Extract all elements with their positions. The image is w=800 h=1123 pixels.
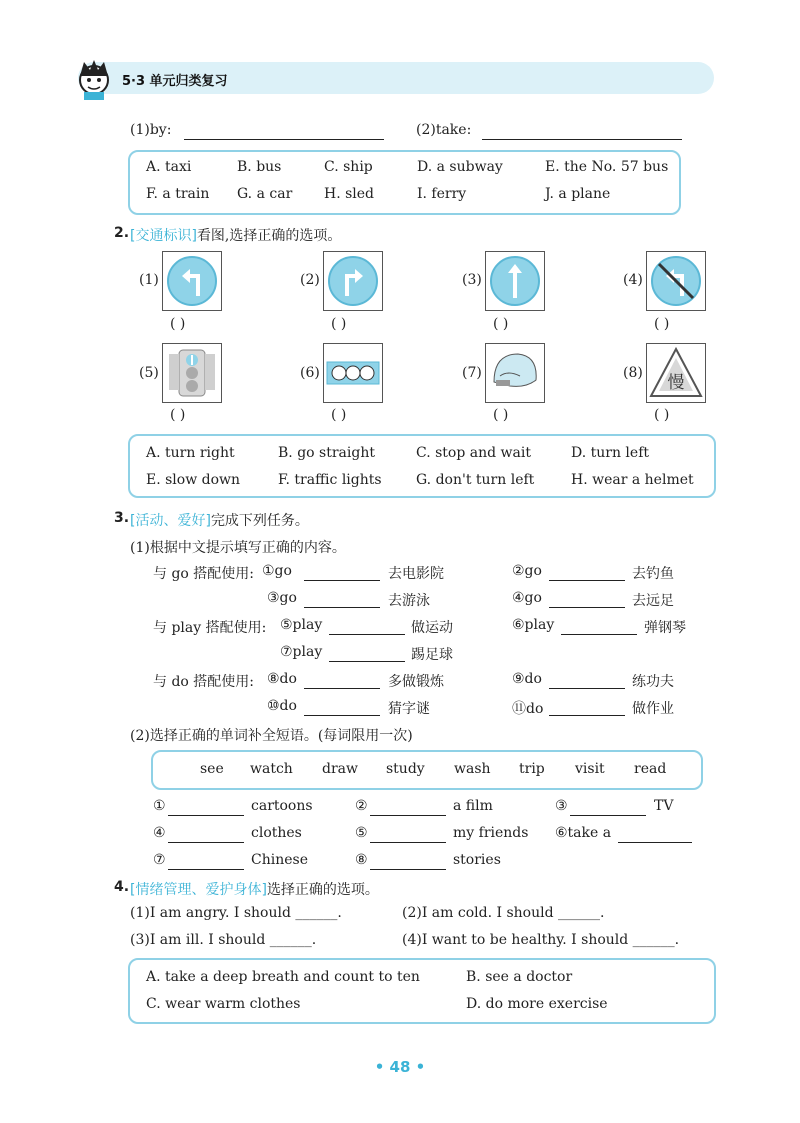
phrase-num: ⑦ <box>153 852 166 868</box>
q4-question: (4)I want to be healthy. I should ______. <box>402 932 680 948</box>
slow-sign-char: 慢 <box>667 373 685 393</box>
answer-paren[interactable]: ( ) <box>331 316 347 332</box>
phrase-blank[interactable] <box>168 869 244 870</box>
word-bank-word: trip <box>519 761 545 777</box>
phrase-blank[interactable] <box>618 842 692 843</box>
q2-option: G. don't turn left <box>416 472 535 488</box>
q3-item-blank[interactable] <box>549 715 625 716</box>
q1-option: D. a subway <box>417 159 503 175</box>
q4-option: D. do more exercise <box>466 996 608 1012</box>
q3-item-prefix: ⑧do <box>267 671 297 687</box>
q3-item-blank[interactable] <box>329 661 405 662</box>
q3-item-cn: 做作业 <box>632 701 674 717</box>
slow-down-sign <box>646 343 706 403</box>
q3-heading <box>130 510 309 530</box>
q3-item-cn: 多做锻炼 <box>388 674 444 690</box>
q3-item-blank[interactable] <box>549 688 625 689</box>
phrase-blank[interactable] <box>370 869 446 870</box>
q3-item-prefix: ④go <box>512 590 542 606</box>
word-bank-word: watch <box>250 761 293 777</box>
q3-item-cn: 去游泳 <box>388 593 430 609</box>
answer-paren[interactable]: ( ) <box>331 407 347 423</box>
sign-label: (7) <box>462 365 482 381</box>
q1-option: I. ferry <box>417 186 467 202</box>
phrase-blank[interactable] <box>370 815 446 816</box>
q1-option: A. taxi <box>146 159 192 175</box>
phrase-num: ⑧ <box>355 852 368 868</box>
word-bank-word: see <box>200 761 224 777</box>
q3-item-blank[interactable] <box>304 607 380 608</box>
q2-option: A. turn right <box>146 445 235 461</box>
word-bank-word: read <box>634 761 667 777</box>
q3-item-prefix: ⑤play <box>280 617 323 633</box>
q3-item-blank[interactable] <box>304 580 380 581</box>
q3-part2-instruction: (2)选择正确的单词补全短语。(每词限用一次) <box>130 728 413 744</box>
phrase-text: my friends <box>453 825 529 841</box>
phrase-num: ③ <box>555 798 568 814</box>
q4-question: (3)I am ill. I should ______. <box>130 932 317 948</box>
helmet-icon <box>485 343 545 403</box>
q2-option: C. stop and wait <box>416 445 531 461</box>
phrase-text: stories <box>453 852 501 868</box>
go-label: 与 go 搭配使用: <box>153 566 255 582</box>
q3-item-cn: 做运动 <box>411 620 453 636</box>
sign-label: (1) <box>139 272 159 288</box>
q3-item-prefix: ②go <box>512 563 542 579</box>
q2-options-box <box>128 434 716 498</box>
q3-item-cn: 弹钢琴 <box>644 620 686 636</box>
q1-option: J. a plane <box>545 186 611 202</box>
cartoon-boy-icon <box>74 56 114 100</box>
q1-option: C. ship <box>324 159 373 175</box>
turn-left-sign <box>162 251 222 311</box>
word-bank-word: wash <box>454 761 491 777</box>
q2-tag: [交通标识] <box>130 228 197 244</box>
traffic-lights-icon <box>162 343 222 403</box>
q4-option: B. see a doctor <box>466 969 573 985</box>
q3-item-prefix: ⑩do <box>267 698 297 714</box>
q2-number: 2. <box>114 225 130 241</box>
q3-part1-instruction: (1)根据中文提示填写正确的内容。 <box>130 540 346 556</box>
q3-item-cn: 去钓鱼 <box>632 566 674 582</box>
q3-item-cn: 去电影院 <box>388 566 444 582</box>
phrase-text: Chinese <box>251 852 308 868</box>
phrase-blank[interactable] <box>168 842 244 843</box>
q3-item-blank[interactable] <box>304 715 380 716</box>
q2-option: H. wear a helmet <box>571 472 694 488</box>
phrase-num: ④ <box>153 825 166 841</box>
q3-item-blank[interactable] <box>549 580 625 581</box>
q3-item-prefix: ③go <box>267 590 297 606</box>
word-bank-box <box>151 750 703 790</box>
phrase-text: TV <box>654 798 674 814</box>
q2-heading <box>130 225 341 245</box>
q3-item-prefix: ⑨do <box>512 671 542 687</box>
phrase-num: ⑤ <box>355 825 368 841</box>
q1-option: E. the No. 57 bus <box>545 159 669 175</box>
phrase-blank[interactable] <box>570 815 646 816</box>
phrase-num: ⑥take a <box>555 825 612 841</box>
q2-option: B. go straight <box>278 445 375 461</box>
q3-number: 3. <box>114 510 130 526</box>
q4-tag: [情绪管理、爱护身体] <box>130 882 267 898</box>
phrase-text: clothes <box>251 825 302 841</box>
stop-and-wait-sign <box>323 343 383 403</box>
phrase-blank[interactable] <box>168 815 244 816</box>
answer-paren[interactable]: ( ) <box>654 407 670 423</box>
q3-instruction: 完成下列任务。 <box>210 513 309 529</box>
q3-item-cn: 练功夫 <box>632 674 674 690</box>
sign-label: (3) <box>462 272 482 288</box>
q3-item-blank[interactable] <box>549 607 625 608</box>
q3-item-prefix: ⑥play <box>512 617 555 633</box>
q3-item-prefix: ⑦play <box>280 644 323 660</box>
play-label: 与 play 搭配使用: <box>153 620 267 636</box>
q2-option: E. slow down <box>146 472 241 488</box>
q1-take-blank[interactable] <box>482 139 682 140</box>
answer-paren[interactable]: ( ) <box>170 407 186 423</box>
sign-label: (4) <box>623 272 643 288</box>
sign-label: (8) <box>623 365 643 381</box>
word-bank-word: study <box>386 761 425 777</box>
phrase-text: a film <box>453 798 493 814</box>
do-label: 与 do 搭配使用: <box>153 674 255 690</box>
q1-take-label: (2)take: <box>416 122 472 138</box>
q1-by-label: (1)by: <box>130 122 172 138</box>
q2-option: D. turn left <box>571 445 649 461</box>
q2-option: F. traffic lights <box>278 472 382 488</box>
q1-option: F. a train <box>146 186 210 202</box>
q1-option: G. a car <box>237 186 293 202</box>
q4-instruction: 选择正确的选项。 <box>266 882 379 898</box>
q3-item-blank[interactable] <box>561 634 637 635</box>
word-bank-word: visit <box>575 761 605 777</box>
q3-tag: [活动、爱好] <box>130 513 211 529</box>
answer-paren[interactable]: ( ) <box>493 316 509 332</box>
q1-option: H. sled <box>324 186 375 202</box>
q3-item-cn: 猜字谜 <box>388 701 430 717</box>
sign-label: (2) <box>300 272 320 288</box>
q3-item-blank[interactable] <box>304 688 380 689</box>
answer-paren[interactable]: ( ) <box>493 407 509 423</box>
phrase-text: cartoons <box>251 798 313 814</box>
q3-item-cn: 去远足 <box>632 593 674 609</box>
q3-item-prefix: ⑪do <box>512 701 544 717</box>
q2-instruction: 看图,选择正确的选项。 <box>196 228 342 244</box>
word-bank-word: draw <box>322 761 358 777</box>
q4-options-box <box>128 958 716 1024</box>
q4-option: C. wear warm clothes <box>146 996 301 1012</box>
answer-paren[interactable]: ( ) <box>170 316 186 332</box>
go-straight-sign <box>485 251 545 311</box>
phrase-blank[interactable] <box>370 842 446 843</box>
q4-question: (2)I am cold. I should ______. <box>402 905 605 921</box>
q3-item-cn: 踢足球 <box>411 647 453 663</box>
q3-item-prefix: ①go <box>262 563 292 579</box>
turn-right-sign <box>323 251 383 311</box>
no-left-turn-sign <box>646 251 706 311</box>
q4-number: 4. <box>114 879 130 895</box>
sign-label: (5) <box>139 365 159 381</box>
q4-question: (1)I am angry. I should ______. <box>130 905 342 921</box>
phrase-num: ① <box>153 798 166 814</box>
sign-label: (6) <box>300 365 320 381</box>
q1-by-blank[interactable] <box>184 139 384 140</box>
q4-heading <box>130 879 379 899</box>
q1-option: B. bus <box>237 159 282 175</box>
page-number: • 48 • <box>374 1058 426 1076</box>
answer-paren[interactable]: ( ) <box>654 316 670 332</box>
q4-option: A. take a deep breath and count to ten <box>146 969 420 985</box>
q3-item-blank[interactable] <box>329 634 405 635</box>
header-title: 5·3 单元归类复习 <box>122 74 228 89</box>
phrase-num: ② <box>355 798 368 814</box>
